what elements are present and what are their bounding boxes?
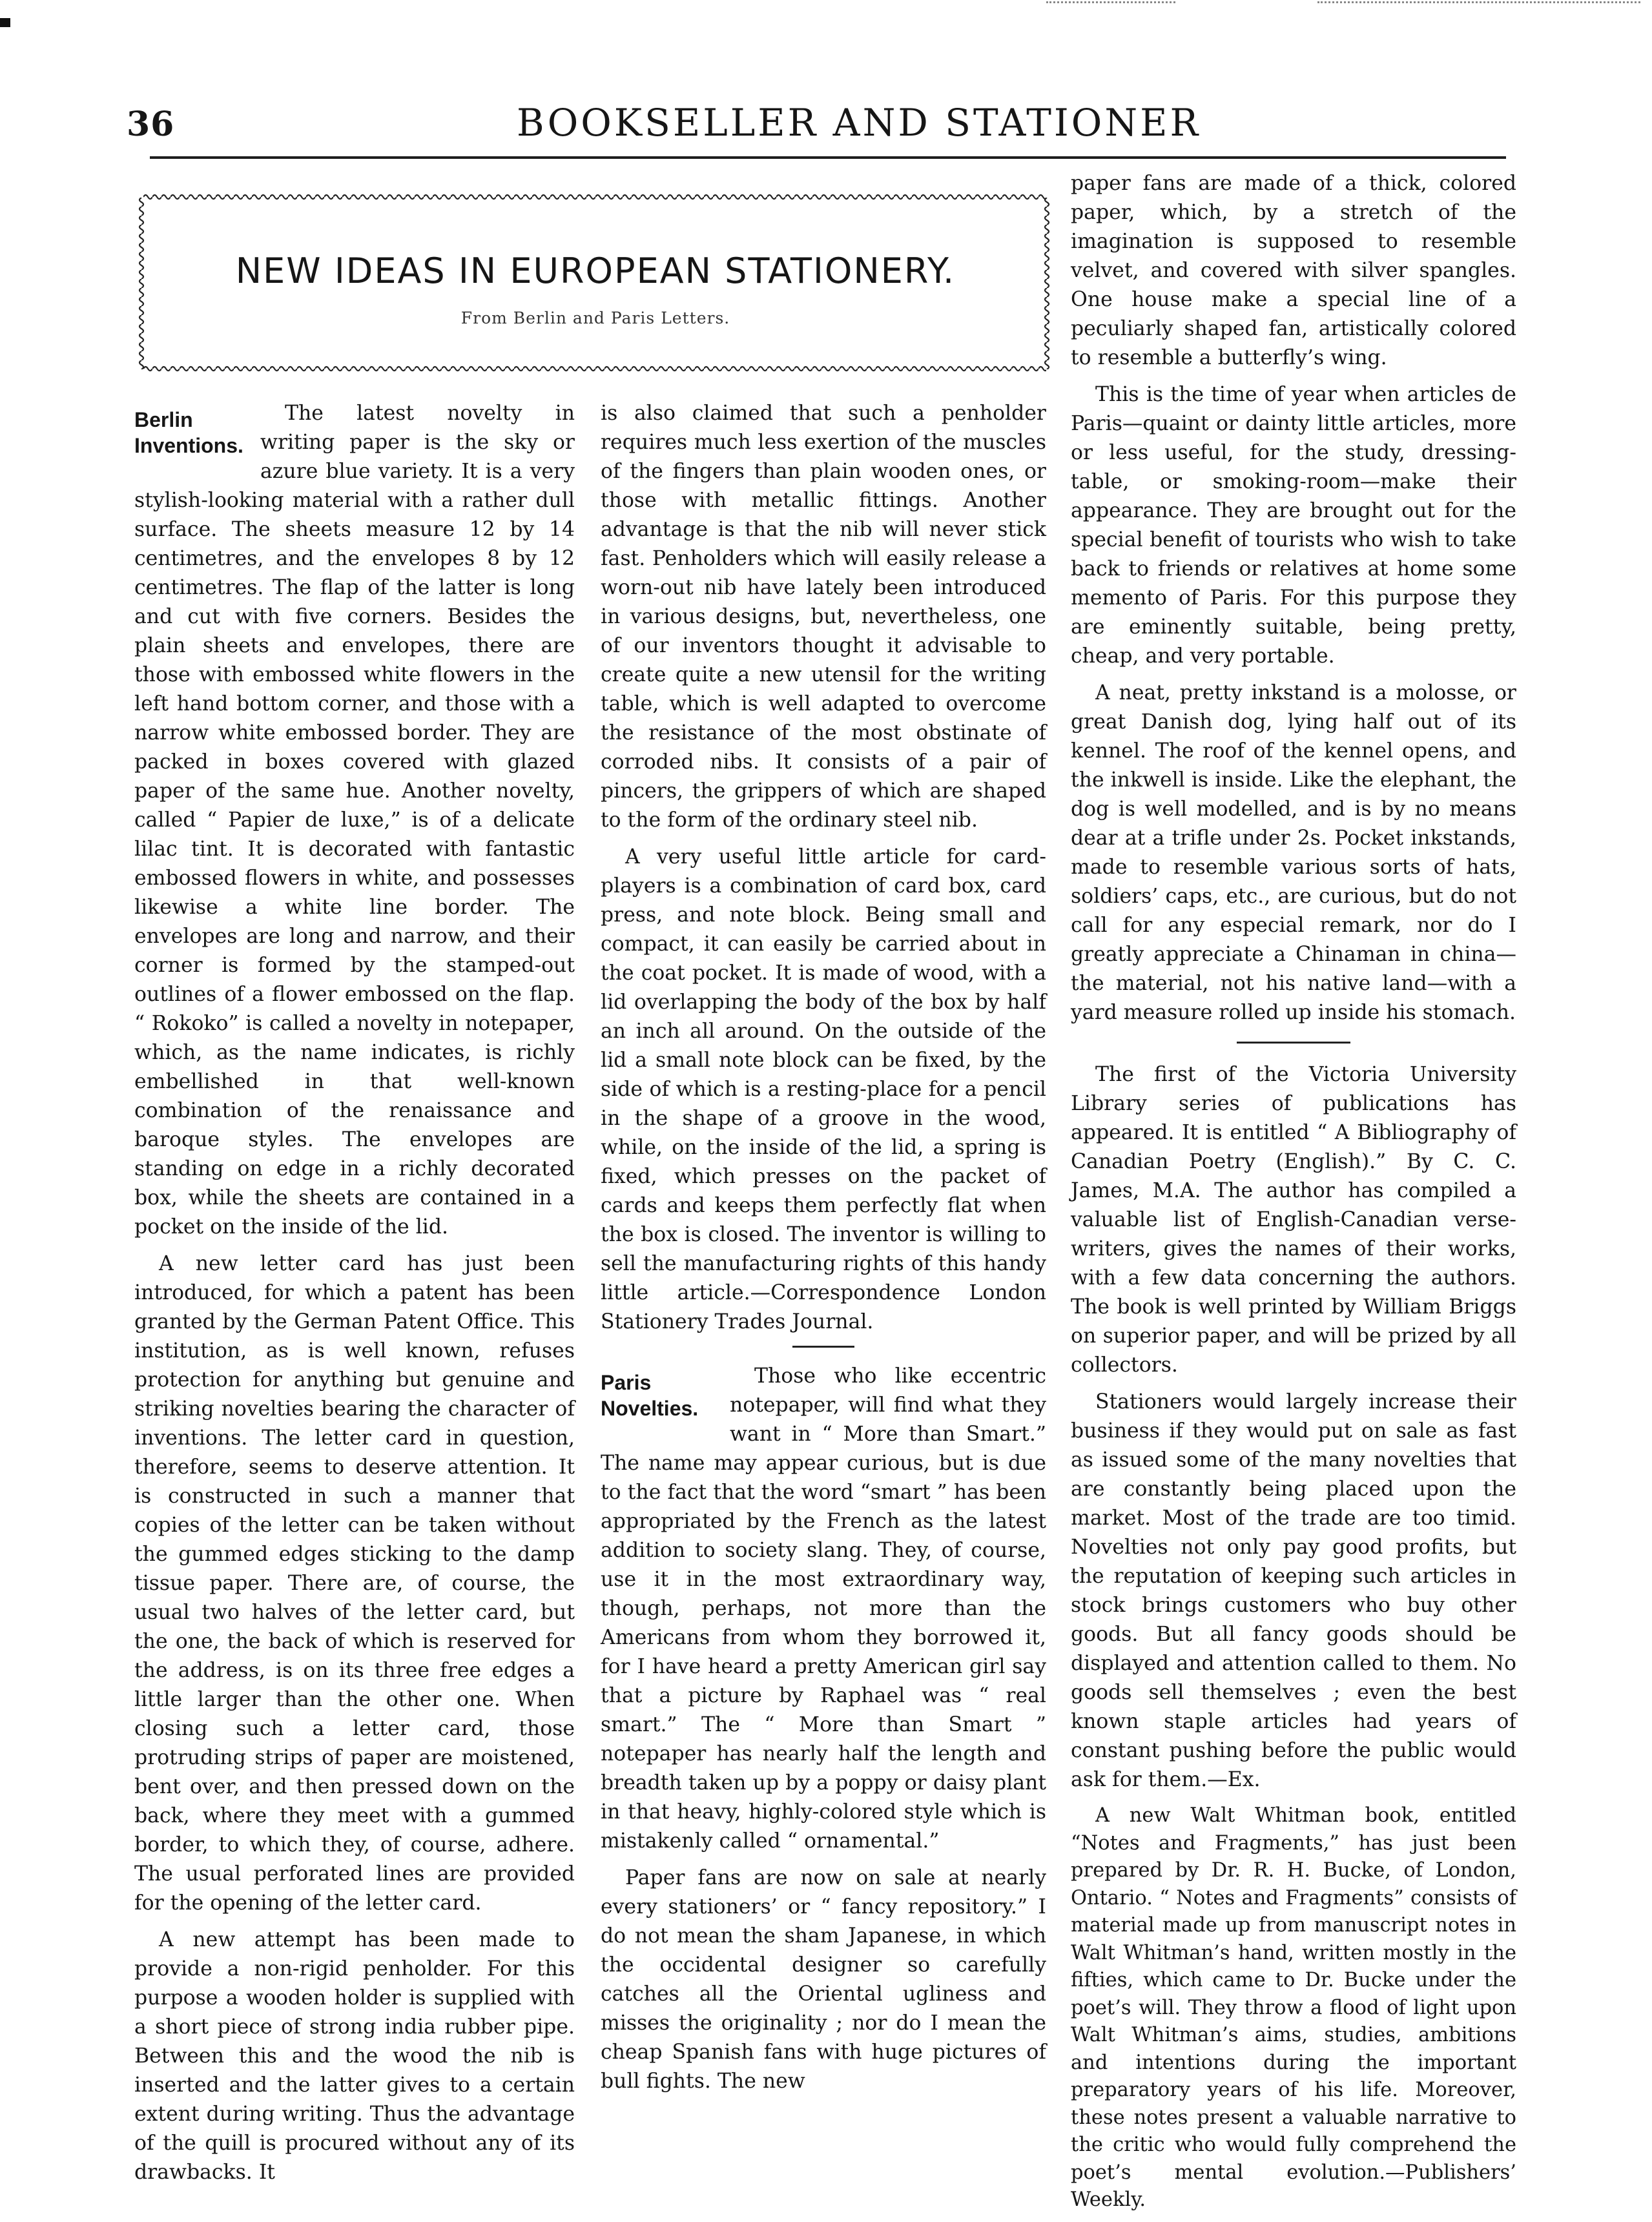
paragraph-fans-cont: paper fans are made of a thick, colored paper, which, by a stretch of the imagination is supposed to resemble velvet, and covered with silver spangles. One house make a special line of a peculiarly shaped fan, artistically colored to resemble a butterfly’s wing. bbox=[1071, 172, 1516, 369]
journal-title: BOOKSELLER AND STATIONER bbox=[517, 101, 1201, 145]
paragraph-more-than-smart: Those who like eccentric notepaper, will find what they want in “ More than Smart.” The name may appear curious, but is due to the fact that the word “smart ” has been appropriated by the French as the latest addition to society slang. They, of course, use it in the most extraordinary way, though, perhaps, not more than the Americans from whom they borrowed it, for I have heard a pretty American girl say that a picture by Raphael was “ real smart.” The “ More than Smart ” notepaper has nearly half the length and breadth taken up by a poppy or daisy plant in that heavy, highly-colored style which is mistakenly called “ ornamental.” bbox=[601, 1364, 1046, 1853]
sidehead-berlin-inventions: Berlin Inventions. bbox=[134, 408, 243, 457]
paragraph-penholder: A new attempt has been made to provide a non-rigid penholder. For this purpose a wooden holder is supplied with a short piece of strong india rubber pipe. Between this and the wood the nib is inserted and the latter gives to a certain extent during writing. Thus the advantage of the quill is procured without any of its drawbacks. It bbox=[134, 1928, 575, 2184]
notice-whitman: A new Walt Whitman book, entitled “Notes and Fragments,” has just been prepared by Dr. R. H. Bucke, of London, Ontario. “ Notes and Fragments” consists of material made up from manuscript notes in Walt Whitman’s hand, written mostly in the fifties, which came to Dr. Bucke under the poet’s will. They throw a flood of light upon Walt Whitman’s aims, studies, ambitions and intentions during the important preparatory years of his life. Moreover, these notes present a valuable narrative to the critic who would fully comprehend the poet’s mental evolution.—Publishers’ Weekly. bbox=[1071, 1804, 1516, 2211]
column-3 bbox=[1071, 169, 1516, 2222]
column-1 bbox=[134, 399, 575, 2195]
page-number: 36 bbox=[127, 105, 175, 144]
notice-victoria-library: The first of the Victoria University Library series of publications has appeared. It is entitled “ A Bibliography of Canadian Poetry (English).” By C. C. James, M.A. The author has compiled a valuable list of English-Canadian verse-writers, gives the names of their works, with a few data concerning the authors. The book is well printed by William Briggs on superior paper, and will be prized by all collectors. bbox=[1071, 1063, 1516, 1377]
article-title: NEW IDEAS IN EUROPEAN STATIONERY. bbox=[235, 251, 956, 291]
paragraph-inkstand: A neat, pretty inkstand is a molosse, or great Danish dog, lying half out of its kennel. The roof of the kennel opens, and the inkwell is inside. Like the elephant, the dog is well modelled, and is by no means dear at a trifle under 2s. Pocket inkstands, made to resemble various sorts of hats, soldiers’ caps, etc., are curious, but do not call for any especial remark, nor do I greatly appreciate a Chinaman in china—the material, not his native land—with a yard measure rolled up inside his stomach. bbox=[1071, 681, 1516, 1024]
registration-mark bbox=[0, 18, 10, 27]
sidehead-paris-novelties: Paris Novelties. bbox=[601, 1371, 699, 1420]
section-divider bbox=[792, 1346, 854, 1348]
wavy-border-bottom bbox=[143, 364, 1046, 373]
paragraph-letter-card: A new letter card has just been introduced, for which a patent has been granted by the German Patent Office. This institution, as is well known, refuses protection for anything but genuine and striking novelties bearing the character of inventions. The letter card in question, therefore, seems to deserve attention. It is constructed in such a manner that copies of the letter can be taken without the gummed edges sticking to the damp tissue paper. There are, of course, the usual two halves of the letter card, but the one, the back of which is reserved for the address, is on its three free edges a little larger than the other one. When closing such a letter card, those protruding strips of paper are moistened, bent over, and then pressed down on the back, where they meet with a gummed border, to which they, of course, adhere. The usual perforated lines are provided for the opening of the letter card. bbox=[134, 1252, 575, 1915]
paragraph-articles-de-paris: This is the time of year when articles de Paris—quaint or dainty little articles, more or less useful, for the study, dressing-table, or smoking-room—make their appearance. They are brought out for the special benefit of tourists who wish to take back to friends or relatives at home some memento of Paris. For this purpose they are eminently suitable, being pretty, cheap, and very portable. bbox=[1071, 383, 1516, 668]
column-2 bbox=[601, 399, 1046, 2104]
paragraph-berlin-paper: The latest novelty in writing paper is the sky or azure blue variety. It is a very stylish-looking material with a rather dull surface. The sheets measure 12 by 14 centimetres, and the envelopes 8 by 12 centimetres. The flap of the latter is long and cut with five corners. Besides the plain sheets and envelopes, there are those with embossed white flowers in the left hand bottom corner, and those with a narrow white embossed border. They are packed in boxes covered with glazed paper of the same hue. Another novelty, called “ Papier de luxe,” is of a delicate lilac tint. It is decorated with fantastic embossed flowers in white, and possesses likewise a white line border. The envelopes are long and narrow, and their corner is formed by the stamped-out outlines of a flower embossed on the flap. “ Rokoko” is called a novelty in notepaper, which, as the name indicates, is richly embellished in that well-known combination of the renaissance and baroque styles. The envelopes are standing on edge in a richly decorated box, while the sheets are contained in a pocket on the inside of the lid. bbox=[134, 402, 575, 1239]
running-head bbox=[0, 97, 1652, 161]
notice-divider bbox=[1237, 1042, 1350, 1044]
article-title-box bbox=[137, 192, 1054, 377]
paragraph-card-box: A very useful little article for card-players is a combination of card box, card press, and note block. Being small and compact, it can easily be carried about in the coat pocket. It is made of wood, with a lid overlapping the body of the box by half an inch all around. On the outside of the lid a small note block can be fixed, by the side of which is a resting-place for a pencil in the shape of a groove in the wood, while, on the inside of the lid, a spring is fixed, which presses on the packet of cards and keeps them perfectly flat when the box is closed. The inventor is willing to sell the manufacturing rights of this handy little article.—Correspondence London Stationery Trades Journal. bbox=[601, 845, 1046, 1333]
header-rule bbox=[150, 156, 1506, 159]
notice-stationers: Stationers would largely increase their business if they would put on sale as fast as issued some of the many novelties that are constantly being placed upon the market. Most of the trade are too timid. Novelties not only pay good profits, but the reputation of keeping such articles in stock brings customers who buy other goods. But all fancy goods should be displayed and attention called to them. No goods sell themselves ; even the best known staple articles had years of constant pushing before the public would ask for them.—Ex. bbox=[1071, 1390, 1516, 1791]
article-source: From Berlin and Paris Letters. bbox=[460, 309, 730, 327]
scan-artifact-dots bbox=[1317, 1, 1640, 3]
paragraph-penholder-cont: is also claimed that such a penholder requires much less exertion of the muscles of the fingers than plain wooden ones, or those with metallic fittings. Another advantage is that the nib will never stick fast. Penholders which will easily release a worn-out nib have lately been introduced in various designs, but, nevertheless, one of our inventors thought it advisable to create quite a new utensil for the writing table, which is well adapted to overcome the resistance of the most obstinate of corroded nibs. It consists of a pair of pincers, the grippers of which are shaped to the form of the ordinary steel nib. bbox=[601, 402, 1046, 832]
wavy-border-top bbox=[143, 192, 1046, 201]
scan-artifact-dots bbox=[1046, 1, 1175, 3]
paragraph-paper-fans: Paper fans are now on sale at nearly every stationers’ or “ fancy repository.” I do not mean the sham Japanese, in which the occidental designer so carefully catches all the Oriental ugliness and misses the originality ; nor do I mean the cheap Spanish fans with huge pictures of bull fights. The new bbox=[601, 1866, 1046, 2093]
